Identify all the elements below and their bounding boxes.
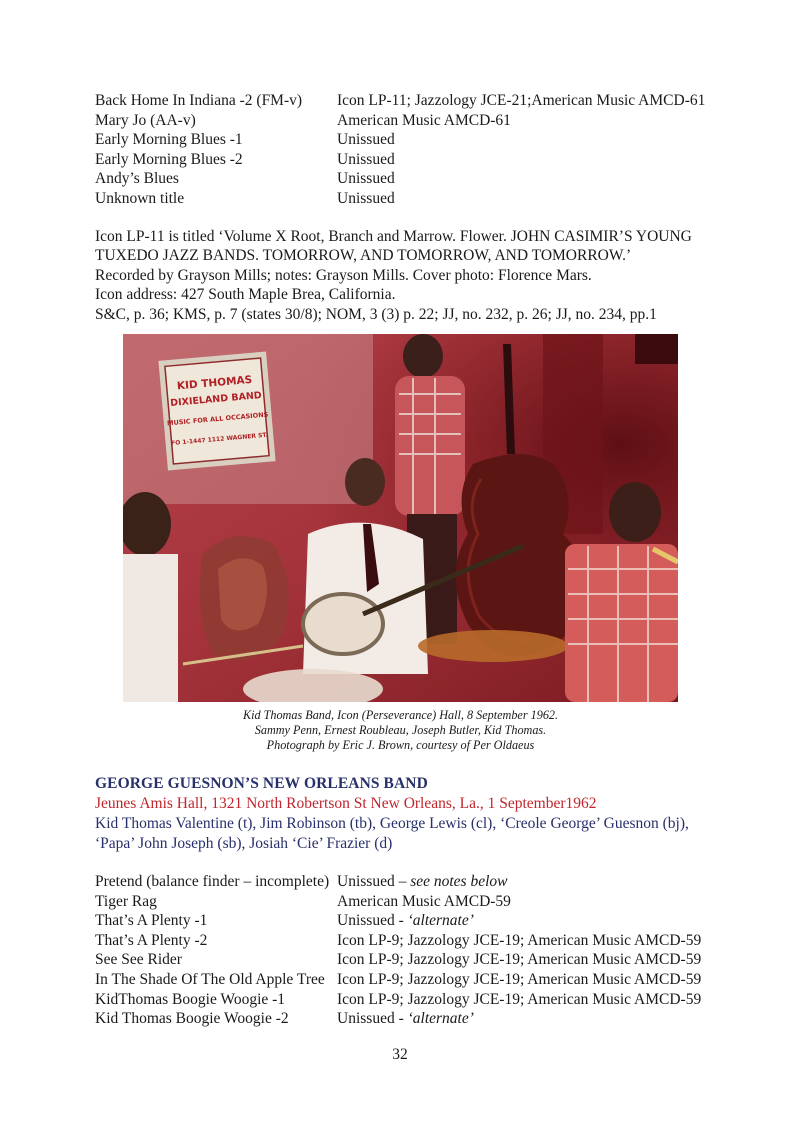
track-title: KidThomas Boogie Woogie -1 bbox=[95, 990, 286, 1008]
release-notes bbox=[95, 227, 715, 325]
sign-line: FO 1-1447 1112 WAGNER ST. bbox=[170, 431, 269, 448]
caption-line: Photograph by Eric J. Brown, courtesy of Per Oldaeus bbox=[266, 738, 535, 752]
track-row bbox=[95, 91, 715, 111]
track-row bbox=[95, 1009, 715, 1029]
track-issue: Icon LP-9; Jazzology JCE-19; American Music AMCD-59 bbox=[337, 990, 702, 1008]
track-row bbox=[95, 911, 715, 931]
track-issue: Unissued bbox=[337, 170, 395, 188]
track-row bbox=[95, 950, 715, 970]
band-name: GEORGE GUESNON’S NEW ORLEANS BAND bbox=[95, 775, 428, 792]
track-note: see notes below bbox=[410, 873, 508, 890]
note-line: Icon address: 427 South Maple Brea, California. bbox=[95, 286, 396, 304]
caption-line: Kid Thomas Band, Icon (Perseverance) Hall, 8 September 1962. bbox=[242, 708, 559, 722]
cymbal bbox=[418, 630, 568, 662]
session-venue-date: Jeunes Amis Hall, 1321 North Robertson St New Orleans, La., 1 September1962 bbox=[95, 795, 597, 812]
track-issue: American Music AMCD-59 bbox=[337, 892, 511, 910]
track-row bbox=[95, 130, 715, 150]
track-row bbox=[95, 150, 715, 170]
track-issue: Unissued bbox=[337, 131, 395, 149]
track-title: Unknown title bbox=[95, 189, 185, 207]
note-line: Recorded by Grayson Mills; notes: Grayson Mills. Cover photo: Florence Mars. bbox=[95, 266, 592, 284]
track-title: Kid Thomas Boogie Woogie -2 bbox=[95, 1010, 289, 1028]
track-issue: American Music AMCD-61 bbox=[337, 111, 511, 129]
track-row bbox=[95, 990, 715, 1010]
track-title: Early Morning Blues -2 bbox=[95, 150, 243, 168]
track-title: See See Rider bbox=[95, 951, 182, 969]
track-issue: Unissued – bbox=[337, 873, 411, 890]
track-row bbox=[95, 931, 715, 951]
track-title: Back Home In Indiana -2 (FM-v) bbox=[95, 92, 303, 109]
track-list-bottom bbox=[95, 872, 715, 1029]
page-number: 32 bbox=[392, 1046, 408, 1063]
note-line: Icon LP-11 is titled ‘Volume X Root, Branch and Marrow. Flower. JOHN CASIMIR’S YOUNG TUXEDO JAZZ BANDS. TOMORROW, AND TOMORROW, AND TOMORROW.’ bbox=[95, 227, 692, 265]
track-note: ‘alternate’ bbox=[407, 912, 474, 930]
track-issue: Icon LP-9; Jazzology JCE-19; American Music AMCD-59 bbox=[337, 970, 702, 988]
track-title: Tiger Rag bbox=[95, 892, 157, 910]
caption-line: Sammy Penn, Ernest Roubleau, Joseph Butler, Kid Thomas. bbox=[254, 723, 547, 737]
track-title: In The Shade Of The Old Apple Tree bbox=[95, 970, 325, 988]
sign-line: DIXIELAND BAND bbox=[169, 390, 263, 410]
track-issue: Icon LP-9; Jazzology JCE-19; American Music AMCD-59 bbox=[337, 951, 702, 969]
track-title: Pretend (balance finder – incomplete) bbox=[95, 873, 330, 890]
track-row bbox=[95, 189, 715, 209]
sign-line: MUSIC FOR ALL OCCASIONS bbox=[166, 410, 269, 428]
band-sign bbox=[158, 352, 275, 471]
track-row bbox=[95, 169, 715, 189]
photo-caption bbox=[123, 708, 678, 753]
track-row bbox=[95, 872, 715, 892]
note-line: S&C, p. 36; KMS, p. 7 (states 30/8); NOM, 3 (3) p. 22; JJ, no. 232, p. 26; JJ, no. 234, pp.1 bbox=[95, 305, 657, 323]
track-row bbox=[95, 111, 715, 131]
track-issue: Unissued bbox=[337, 189, 395, 207]
track-title: That’s A Plenty -1 bbox=[95, 912, 208, 930]
track-title: Early Morning Blues -1 bbox=[95, 131, 243, 149]
sign-line: KID THOMAS bbox=[176, 373, 253, 393]
track-issue: Unissued bbox=[337, 150, 395, 168]
track-issue: Icon LP-11; Jazzology JCE-21;American Music AMCD-61 bbox=[337, 92, 706, 109]
track-issue: Unissued - bbox=[337, 1010, 408, 1028]
band-photo bbox=[123, 334, 678, 702]
track-note: ‘alternate’ bbox=[407, 1010, 474, 1028]
session-personnel: Kid Thomas Valentine (t), Jim Robinson (tb), George Lewis (cl), ‘Creole George’ Guesnon (bj), ‘Papa’ John Joseph (sb), Josiah ‘Cie’ Frazier (d) bbox=[95, 815, 689, 852]
track-row bbox=[95, 970, 715, 990]
track-issue: Icon LP-9; Jazzology JCE-19; American Music AMCD-59 bbox=[337, 931, 702, 949]
track-list-top bbox=[95, 91, 715, 209]
session-header bbox=[95, 774, 715, 854]
track-title: That’s A Plenty -2 bbox=[95, 931, 208, 949]
band-photo-illustration bbox=[123, 334, 678, 702]
track-title: Mary Jo (AA-v) bbox=[95, 111, 196, 129]
track-row bbox=[95, 892, 715, 912]
discography-top bbox=[95, 91, 715, 325]
track-title: Andy’s Blues bbox=[95, 170, 179, 188]
track-issue: Unissued - bbox=[337, 912, 408, 930]
